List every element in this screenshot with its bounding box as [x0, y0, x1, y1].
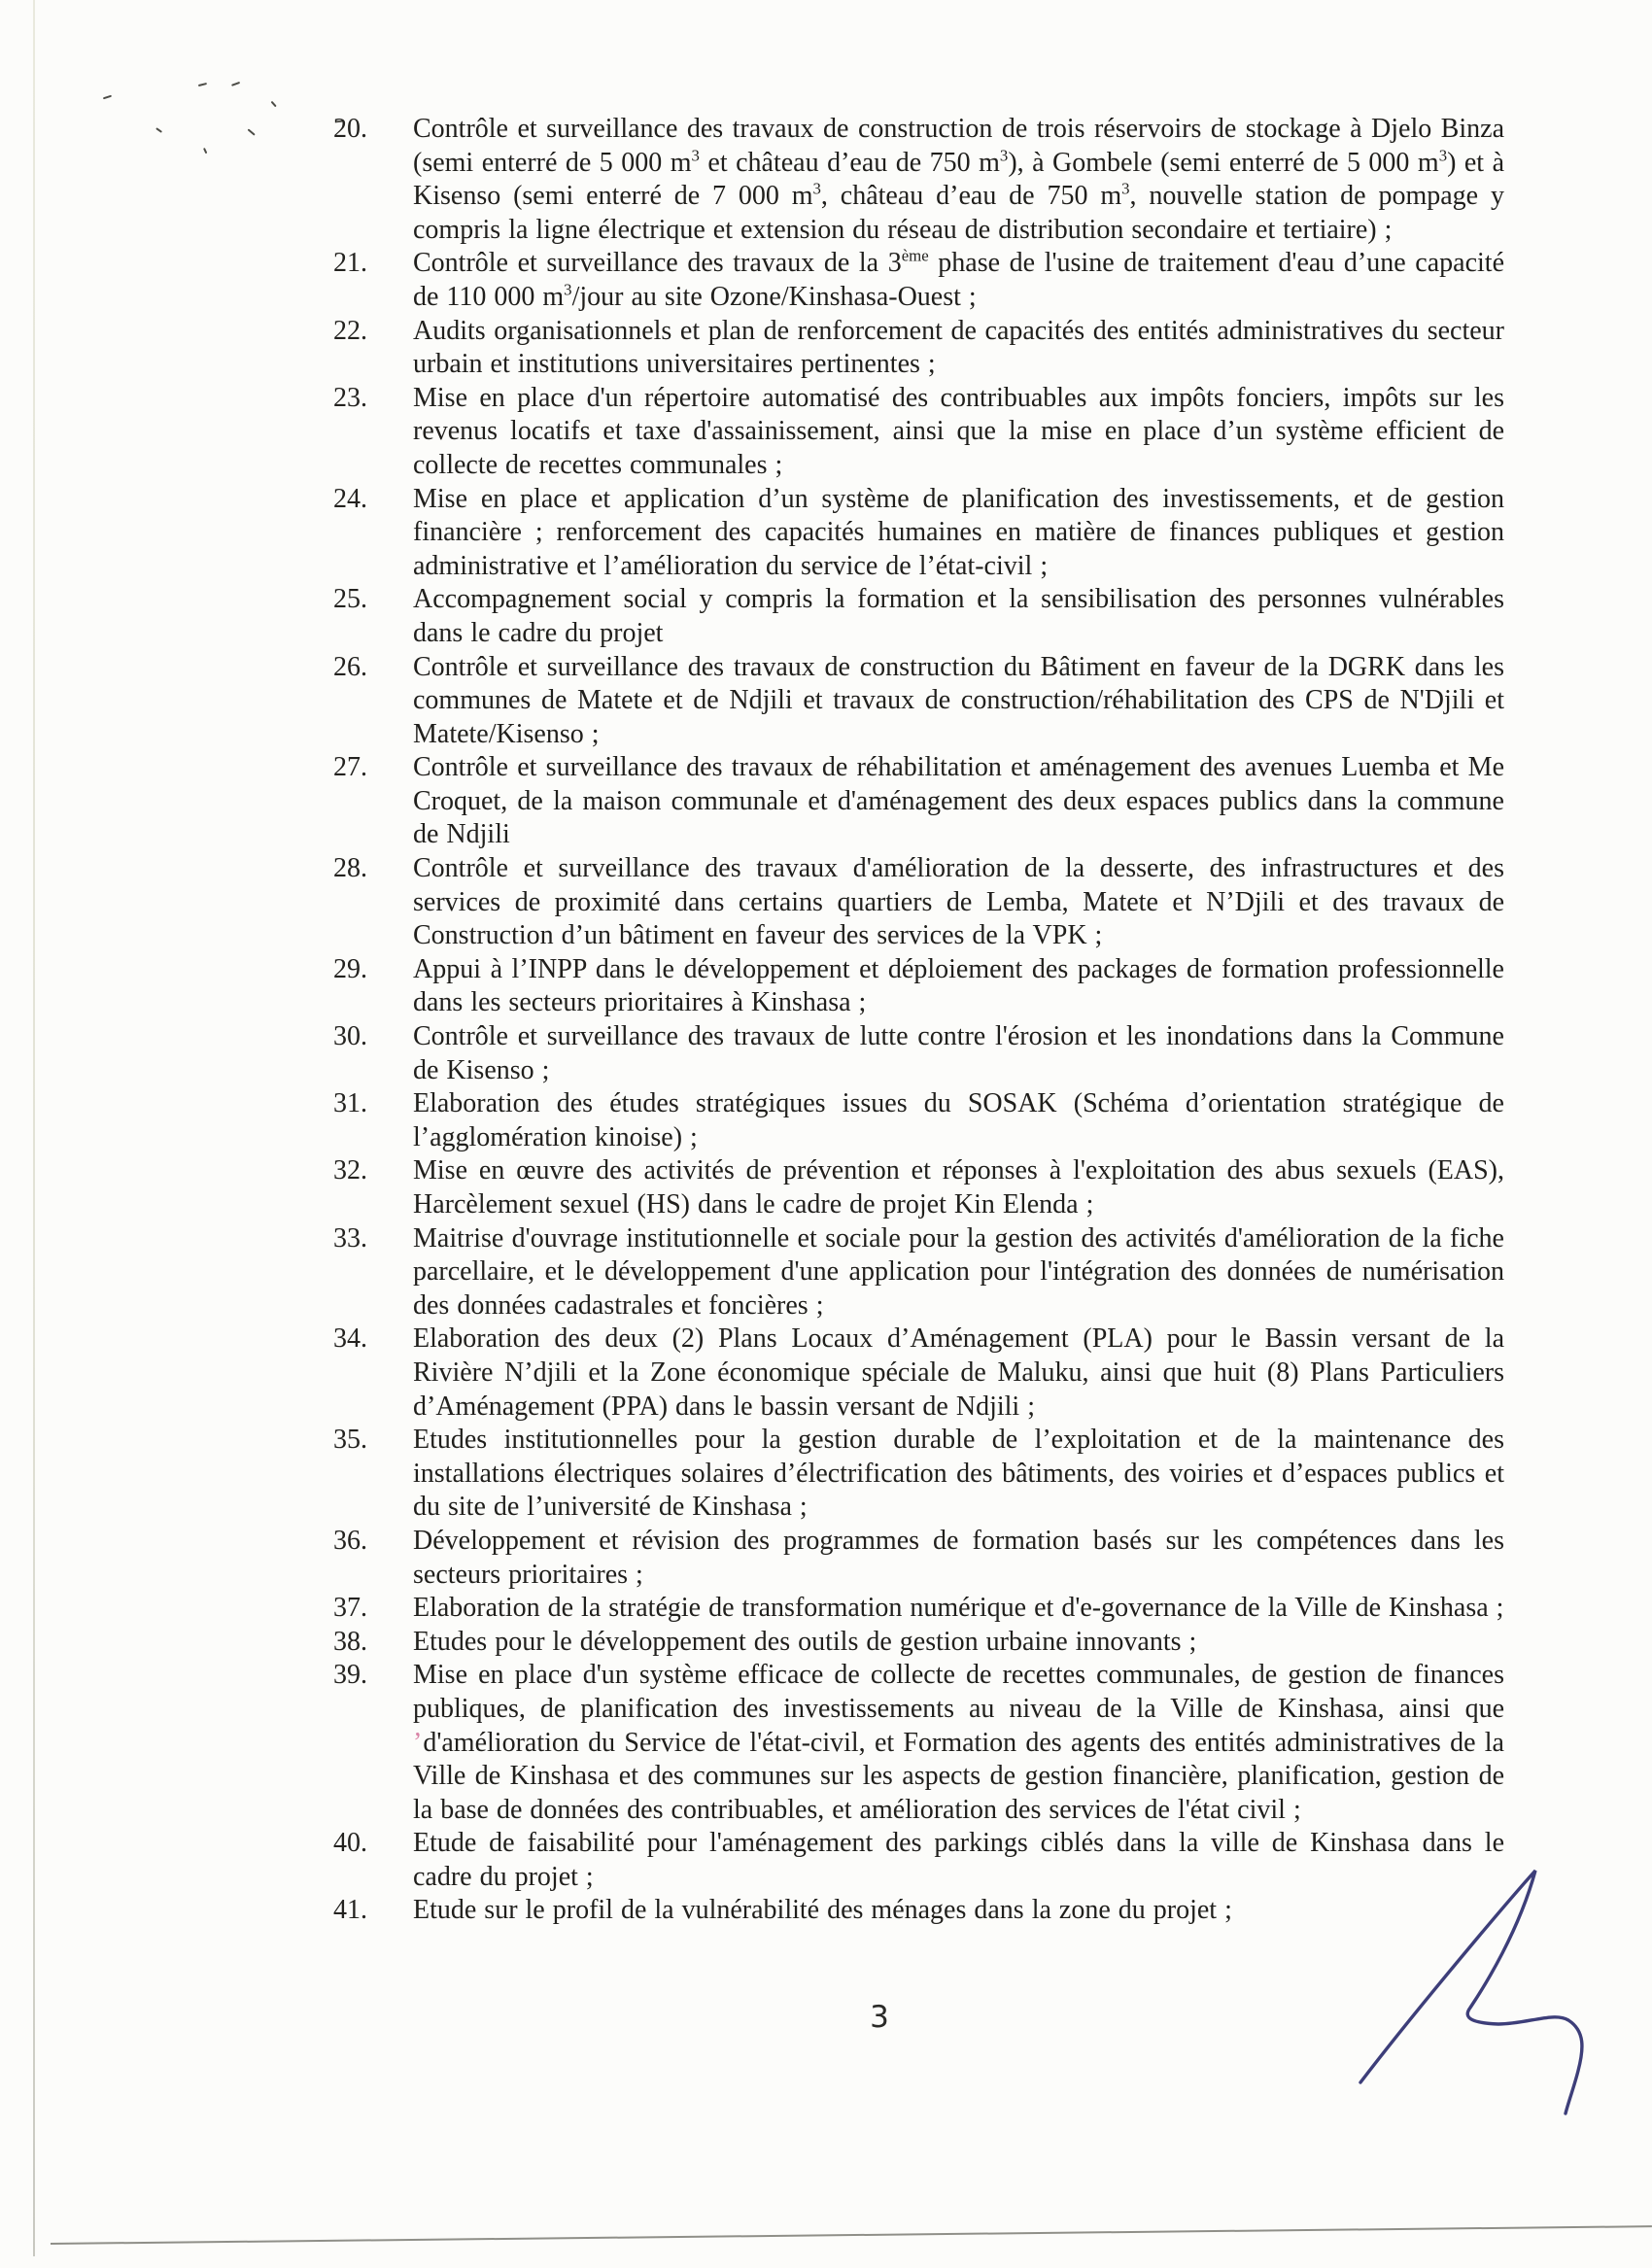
item-text: Elaboration des études stratégiques issues du SOSAK (Schéma d’orientation stratégique de l’agglomération kinoise) ; — [413, 1088, 1504, 1152]
item-text: Mise en œuvre des activités de prévention et réponses à l'exploitation des abus sexuels (EAS), Harcèlement sexuel (HS) dans le cadre de projet Kin Elenda ; — [413, 1155, 1504, 1220]
list-item — [333, 1154, 1504, 1221]
list-item — [333, 1222, 1504, 1323]
item-text: Elaboration des deux (2) Plans Locaux d’Aménagement (PLA) pour le Bassin versant de la Rivière N’djili et la Zone économique spéciale de Maluku, ainsi que huit (8) Plans Particuliers d’Aménagement (PPA) dans le bassin versant de Ndjili ; — [413, 1323, 1504, 1422]
item-text: Audits organisationnels et plan de renforcement de capacités des entités administratives du secteur urbain et institutions universitaires pertinentes ; — [413, 315, 1504, 380]
item-text: Appui à l’INPP dans le développement et déploiement des packages de formation professionnelle dans les secteurs prioritaires à Kinshasa ; — [413, 953, 1504, 1018]
list-item — [333, 483, 1504, 584]
item-number: 26. — [333, 651, 367, 682]
list-item — [333, 1020, 1504, 1087]
item-number: 23. — [333, 382, 367, 413]
scan-speckle — [103, 95, 112, 100]
list-item — [333, 315, 1504, 382]
item-text: Contrôle et surveillance des travaux de la 3ème phase de l'usine de traitement d'eau d’une capacité de 110 000 $m^3$/jour au site Ozone/Kinshasa-Ouest ; — [413, 247, 1505, 312]
list-item — [333, 1424, 1504, 1525]
item-number: 37. — [333, 1593, 367, 1624]
list-item — [333, 1659, 1504, 1827]
scan-speckle — [231, 82, 240, 86]
scan-speckle — [203, 148, 208, 154]
list-item — [333, 1592, 1504, 1626]
item-text: Développement et révision des programmes de formation basés sur les compétences dans les secteurs prioritaires ; — [413, 1525, 1504, 1590]
item-number: 40. — [333, 1828, 367, 1859]
item-number: 20. — [333, 114, 367, 144]
item-text: Contrôle et surveillance des travaux de lutte contre l'érosion et les inondations dans la Commune de Kisenso ; — [413, 1021, 1504, 1085]
item-number: 28. — [333, 853, 367, 884]
scan-speckle — [270, 101, 276, 108]
item-text: Contrôle et surveillance des travaux de réhabilitation et aménagement des avenues Luemba et Me Croquet, de la maison communale et d'aménagement des deux espaces publics dans la commune de Ndjili — [413, 752, 1504, 850]
signature-ink — [1331, 1839, 1623, 2131]
item-text: Contrôle et surveillance des travaux d'amélioration de la desserte, des infrastructures et des services de proximité dans certains quartiers de Lemba, Matete et N’Djili et des travaux de Construction d’un bâtiment en faveur des services de la VPK ; — [413, 853, 1504, 951]
list-item — [333, 1827, 1504, 1894]
item-text: Etude sur le profil de la vulnérabilité des ménages dans la zone du projet ; — [413, 1895, 1232, 1926]
list-item — [333, 113, 1504, 247]
item-number: 31. — [333, 1088, 367, 1119]
item-number: 32. — [333, 1155, 367, 1186]
item-text: Etude de faisabilité pour l'aménagement des parkings ciblés dans la ville de Kinshasa dans le cadre du projet ; — [413, 1828, 1504, 1892]
signature-stroke — [1360, 1871, 1582, 2113]
item-text: Mise en place d'un répertoire automatisé des contribuables aux impôts fonciers, impôts sur les revenus locatifs et taxe d'assainissement, ainsi que la mise en place d’un système efficient de collecte de recettes communales ; — [413, 382, 1504, 480]
item-text: Etudes institutionnelles pour la gestion durable de l’exploitation et de la maintenance des installations électriques solaires d’électrification des bâtiments, des voiries et d’espaces publics et du site de l’université de Kinshasa ; — [413, 1425, 1504, 1523]
item-number: 29. — [333, 953, 367, 984]
item-text: Mise en place d'un système efficace de collecte de recettes communales, de gestion de finances publiques, de planification des investissements au niveau de la Ville de Kinshasa, ainsi que ʼd'amélioration du Service de l'état-civil, et Formation des agents des entités administratives de la Ville de Kinshasa et des communes sur les aspects de gestion financière, planification, gestion de la base de données des contribuables, et amélioration des services de l'état civil ; — [413, 1660, 1504, 1825]
list-item — [333, 1087, 1504, 1154]
list-item — [333, 953, 1504, 1020]
scan-speckle — [198, 83, 207, 86]
item-number: 22. — [333, 315, 367, 346]
numbered-list — [333, 113, 1504, 1928]
item-text: Etudes pour le développement des outils de gestion urbaine innovants ; — [413, 1626, 1197, 1657]
scan-speckle — [247, 128, 255, 136]
item-number: 34. — [333, 1323, 367, 1355]
list-item — [333, 1626, 1504, 1660]
scan-edge-bottom-line — [51, 2225, 1652, 2245]
list-item — [333, 247, 1504, 314]
item-number: 21. — [333, 248, 367, 279]
scan-speckle — [155, 127, 162, 133]
item-text: Accompagnement social y compris la formation et la sensibilisation des personnes vulnérables dans le cadre du projet — [413, 584, 1504, 648]
page-number: 3 — [870, 2000, 889, 2035]
item-number: 33. — [333, 1222, 367, 1254]
list-item — [333, 583, 1504, 650]
item-text: Contrôle et surveillance des travaux de construction de trois réservoirs de stockage à Djelo Binza (semi enterré de 5 000 $m^3$ et château d’eau de 750 $m^3$), à Gombele (semi enterré de 5 000 $m^3$) et à Kisenso (semi enterré de 7 000 $m^3$, château d’eau de 750 $m^3$, nouvelle station de pompage y compris la ligne électrique et extension du réseau de distribution secondaire et tertiaire) ; — [413, 114, 1505, 245]
item-number: 30. — [333, 1021, 367, 1052]
item-number: 27. — [333, 752, 367, 783]
item-text: Mise en place et application d’un système de planification des investissements, et de gestion financière ; renforcement des capacités humaines en matière de finances publiques et gestion administrative et l’amélioration du service de l’état-civil ; — [413, 483, 1504, 581]
item-number: 39. — [333, 1660, 367, 1691]
item-text: Maitrise d'ouvrage institutionnelle et sociale pour la gestion des activités d'amélioration de la fiche parcellaire, et le développement d'une application pour l'intégration des données de numérisation des données cadastrales et foncières ; — [413, 1222, 1504, 1321]
scan-edge-left-line — [33, 0, 35, 2256]
list-item — [333, 852, 1504, 953]
list-item — [333, 1323, 1504, 1424]
list-item — [333, 651, 1504, 752]
item-text: Contrôle et surveillance des travaux de construction du Bâtiment en faveur de la DGRK dans les communes de Matete et de Ndjili et travaux de construction/réhabilitation des CPS de N'Djili et Matete/Kisenso ; — [413, 651, 1504, 749]
list-item — [333, 1894, 1504, 1928]
item-number: 38. — [333, 1626, 367, 1657]
item-number: 36. — [333, 1525, 367, 1556]
list-item — [333, 751, 1504, 852]
item-number: 25. — [333, 584, 367, 615]
item-number: 41. — [333, 1895, 367, 1926]
item-number: 35. — [333, 1425, 367, 1456]
list-item — [333, 382, 1504, 483]
list-item — [333, 1525, 1504, 1592]
item-text: Elaboration de la stratégie de transformation numérique et d'e-governance de la Ville de Kinshasa ; — [413, 1593, 1504, 1624]
item-number: 24. — [333, 483, 367, 514]
